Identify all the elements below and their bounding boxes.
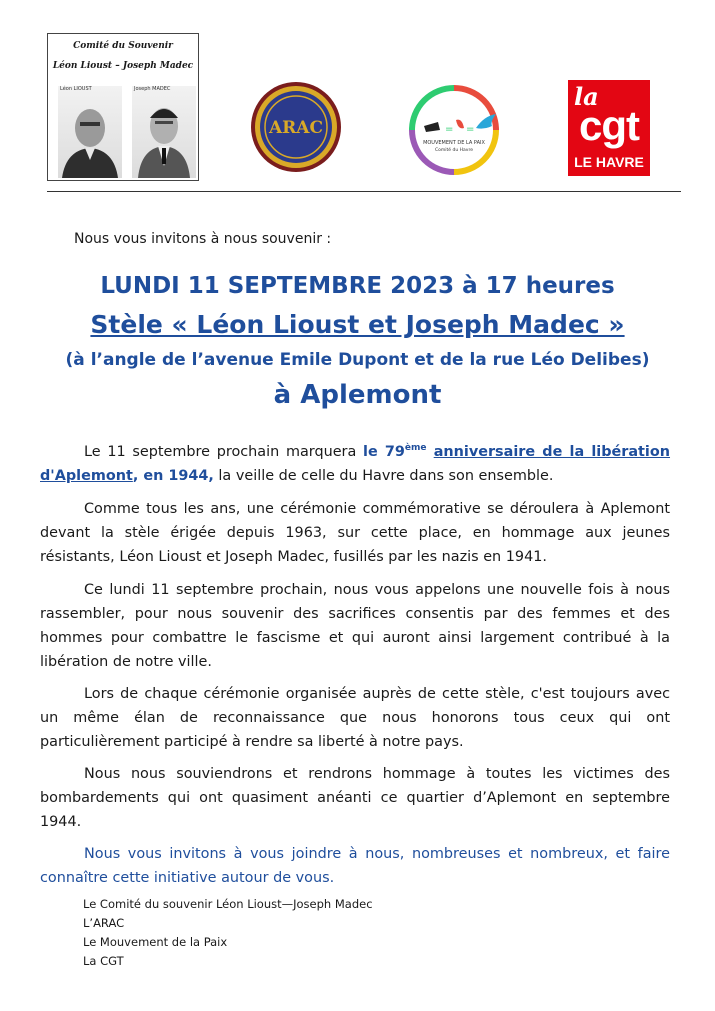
paragraph-6 xyxy=(40,842,670,890)
event-date: LUNDI 11 SEPTEMBRE 2023 à 17 heures xyxy=(100,273,615,299)
p1-text-d: , en 1944, xyxy=(132,468,214,484)
signatory: Le Mouvement de la Paix xyxy=(83,935,228,949)
p1-superscript: ème xyxy=(404,443,427,454)
committee-title: Comité du Souvenir xyxy=(73,41,173,51)
paragraph-3 xyxy=(40,578,670,674)
photo-caption-left: Léon LIOUST xyxy=(60,86,92,92)
p1-text-b: le 79 xyxy=(363,444,405,460)
cgt-logo xyxy=(568,80,650,176)
signatory: Le Comité du souvenir Léon Lioust—Joseph Madec xyxy=(83,897,373,911)
cgt-logo-la: la xyxy=(574,82,599,111)
location-details: (à l’angle de l’avenue Emile Dupont et de la rue Léo Delibes) xyxy=(65,350,650,370)
arac-logo xyxy=(250,81,342,173)
signatories xyxy=(83,895,373,971)
photo-joseph-madec xyxy=(132,86,196,178)
photo-caption-right: Joseph MADEC xyxy=(134,86,171,92)
mdp-logo-subtext: Comité du Havre xyxy=(435,148,473,153)
stele-title xyxy=(0,310,715,339)
signatory: L’ARAC xyxy=(83,916,125,930)
signatory: La CGT xyxy=(83,954,124,968)
svg-text:=: = xyxy=(445,124,454,135)
photo-leon-lioust xyxy=(58,86,122,178)
portrait-left-icon xyxy=(58,86,122,178)
cgt-logo-city: LE HAVRE xyxy=(574,154,644,170)
paragraph-2 xyxy=(40,497,670,569)
p4-text: Lors de chaque cérémonie organisée auprès de cette stèle, c'est toujours avec un même élan de reconnaissance que nous honorons tous ceux qui ont particulièrement participé à rendre sa liberté à notre pays. xyxy=(40,686,670,750)
p1-text-c: anniversaire de la libération d'Aplemont xyxy=(40,444,671,484)
mouvement-paix-logo xyxy=(404,80,504,180)
portrait-right-icon xyxy=(132,86,196,178)
committee-names: Léon Lioust – Joseph Madec xyxy=(52,61,194,71)
svg-text:=: = xyxy=(466,124,475,135)
arac-logo-text: ARAC xyxy=(268,118,324,138)
p3-text: Ce lundi 11 septembre prochain, nous vous appelons une nouvelle fois à nous rassembler, pour nous souvenir des sacrifices consentis par des femmes et des hommes pour combattre le fascisme et qui auront ainsi largement contribué à la libération de notre ville. xyxy=(40,582,670,670)
p5-text: Nous nous souviendrons et rendrons hommage à toutes les victimes des bombardements qui ont quasiment anéanti ce quartier d’Aplemont en septembre 1944. xyxy=(40,766,670,830)
paragraph-4 xyxy=(40,682,670,754)
p6-text: Nous vous invitons à vous joindre à nous, nombreuses et nombreux, et faire connaître cette initiative autour de vous. xyxy=(40,846,670,886)
paragraph-1 xyxy=(40,440,670,488)
p1-text-e: la veille de celle du Havre dans son ensemble. xyxy=(213,468,554,484)
committee-logo xyxy=(47,33,199,181)
p2-text: Comme tous les ans, une cérémonie commémorative se déroulera à Aplemont devant la stèle érigée depuis 1963, sur cette place, en hommage aux jeunes résistants, Léon Lioust et Joseph Madec, fusillés par les nazis en 1941. xyxy=(40,501,670,565)
header-divider xyxy=(47,191,681,192)
paragraph-5 xyxy=(40,762,670,834)
stele-title-text: Stèle « Léon Lioust et Joseph Madec » xyxy=(90,310,625,339)
intro-text: Nous vous invitons à nous souvenir : xyxy=(74,231,332,247)
event-place: à Aplemont xyxy=(273,380,442,410)
p1-text-a: Le 11 septembre prochain marquera xyxy=(84,444,364,460)
cgt-logo-cgt: cgt xyxy=(579,102,639,149)
mdp-logo-text: MOUVEMENT DE LA PAIX xyxy=(423,140,485,146)
